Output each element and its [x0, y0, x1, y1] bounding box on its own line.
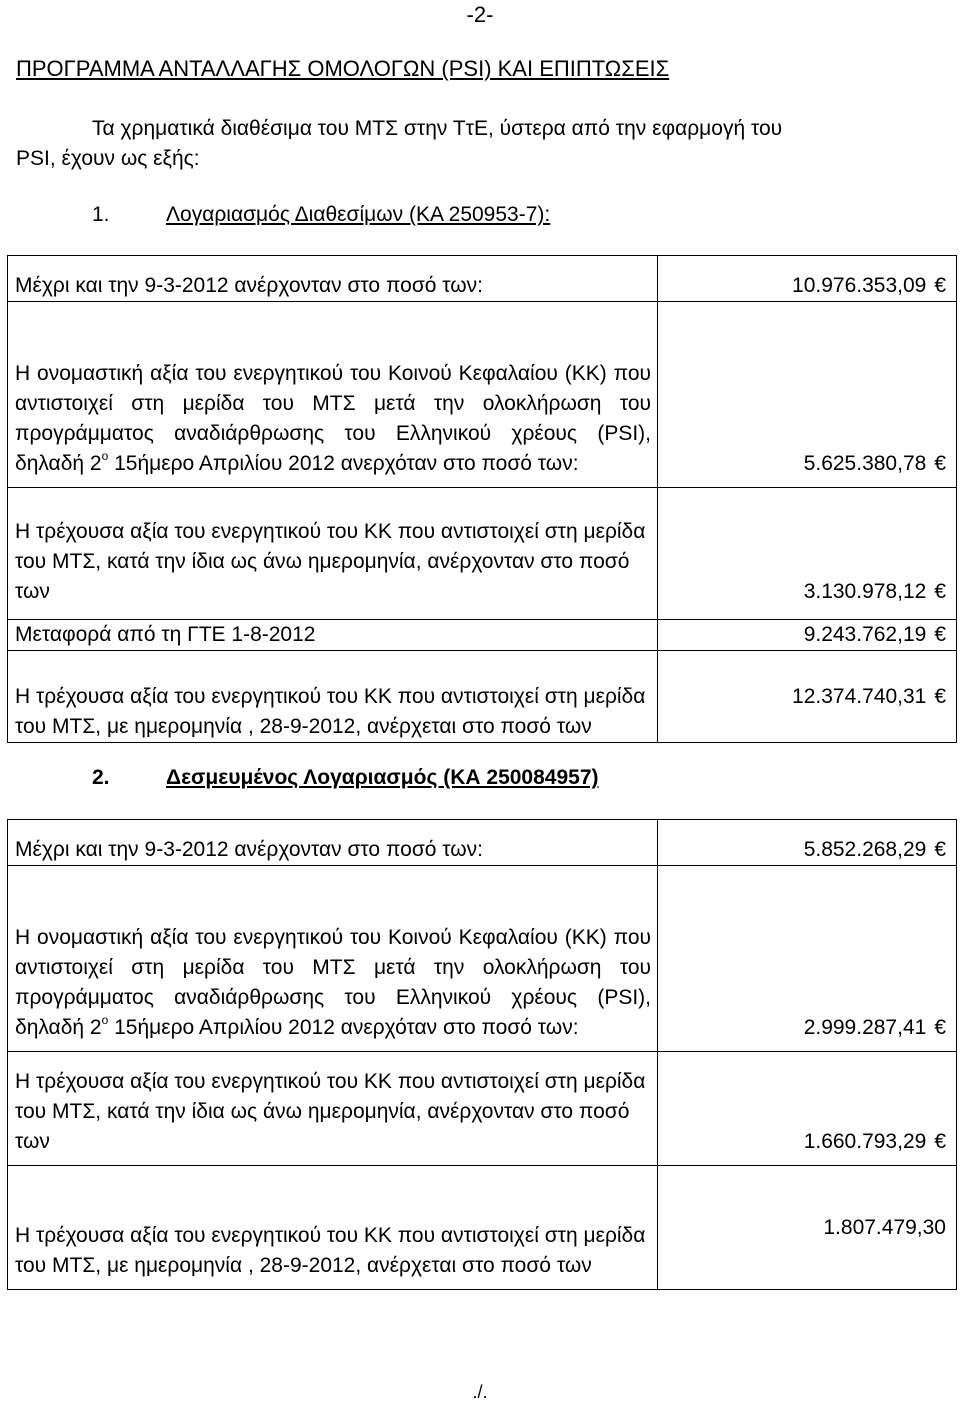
page-number: -2-	[466, 2, 494, 27]
table-row	[8, 820, 957, 866]
section1-title: Λογαριασμός Διαθεσίμων (ΚΑ 250953-7):	[166, 203, 551, 226]
row-label	[8, 302, 658, 488]
row-amount	[658, 620, 957, 651]
amount-value: 12.374.740,31	[792, 684, 927, 708]
euro-icon: €	[934, 838, 946, 861]
section1-number: 1.	[92, 203, 110, 226]
section2-number: 2.	[92, 766, 110, 789]
table-row	[8, 488, 957, 620]
row-amount	[658, 488, 957, 620]
ordinal-superscript: ο	[101, 449, 109, 463]
euro-icon: €	[934, 1016, 946, 1039]
row-label-main: Η ονομαστική αξία του ενεργητικού του Κοινού Κεφαλαίου (ΚΚ) που αντιστοιχεί στη μερίδα του ΜΤΣ μετά την ολοκλήρωση του προγράμματος αναδιάρθρωσης του Ελληνικού χρέους (PSI), δηλαδή 2	[15, 362, 651, 475]
row-amount	[658, 1166, 957, 1290]
row-label: Μέχρι και την 9-3-2012 ανέρχονταν στο ποσό των:	[8, 256, 658, 302]
row-label-end: 15ήμερο Απριλίου 2012 ανερχόταν στο ποσό των:	[114, 452, 579, 475]
euro-icon: €	[934, 623, 946, 646]
row-label: Μέχρι και την 9-3-2012 ανέρχονταν στο ποσό των:	[8, 820, 658, 866]
amount-value: 3.130.978,12	[803, 580, 927, 603]
amount-value: 1.660.793,29	[803, 1130, 927, 1153]
row-label-main: Η ονομαστική αξία του ενεργητικού του Κοινού Κεφαλαίου (ΚΚ) που αντιστοιχεί στη μερίδα του ΜΤΣ μετά την ολοκλήρωση του προγράμματος αναδιάρθρωσης του Ελληνικού χρέους (PSI), δηλαδή 2	[15, 926, 651, 1039]
row-label: Η τρέχουσα αξία του ενεργητικού του ΚΚ που αντιστοιχεί στη μερίδα του ΜΤΣ, με ημερομηνία , 28-9-2012, ανέρχεται στο ποσό των	[8, 651, 658, 743]
page-title: ΠΡΟΓΡΑΜΜΑ ΑΝΤΑΛΛΑΓΗΣ ΟΜΟΛΟΓΩΝ (PSI) ΚΑΙ ΕΠΙΠΤΩΣΕΙΣ	[16, 56, 670, 81]
section1-table	[7, 255, 957, 743]
amount-value: 9.243.762,19	[803, 623, 927, 646]
euro-icon: €	[934, 274, 946, 297]
row-amount	[658, 1052, 957, 1166]
page-end-mark: ./.	[472, 1382, 488, 1402]
row-label-end: 15ήμερο Απριλίου 2012 ανερχόταν στο ποσό των:	[114, 1016, 579, 1039]
euro-icon: €	[934, 452, 946, 475]
row-label: Η τρέχουσα αξία του ενεργητικού του ΚΚ που αντιστοιχεί στη μερίδα του ΜΤΣ, με ημερομηνία , 28-9-2012, ανέρχεται στο ποσό των	[8, 1166, 658, 1290]
row-amount	[658, 651, 957, 743]
amount-value: 5.625.380,78	[803, 452, 927, 475]
table-row	[8, 1052, 957, 1166]
table-row	[8, 256, 957, 302]
row-amount	[658, 866, 957, 1052]
row-amount	[658, 820, 957, 866]
row-amount	[658, 302, 957, 488]
euro-icon: €	[934, 580, 946, 603]
row-label: Η τρέχουσα αξία του ενεργητικού του ΚΚ που αντιστοιχεί στη μερίδα του ΜΤΣ, κατά την ίδια ως άνω ημερομηνία, ανέρχονταν στο ποσό των	[8, 1052, 658, 1166]
table-row	[8, 302, 957, 488]
section2-table	[7, 819, 957, 1290]
table-row	[8, 1166, 957, 1290]
amount-value: 1.807.479,30	[823, 1215, 946, 1239]
intro-line-2: PSI, έχουν ως εξής:	[16, 147, 200, 170]
row-label: Μεταφορά από τη ΓΤΕ 1-8-2012	[8, 620, 658, 651]
amount-value: 2.999.287,41	[803, 1016, 927, 1039]
section2-title: Δεσμευμένος Λογαριασμός (ΚΑ 250084957)	[166, 766, 599, 789]
row-label	[8, 866, 658, 1052]
euro-icon: €	[934, 684, 946, 708]
row-amount	[658, 256, 957, 302]
amount-value: 10.976.353,09	[792, 274, 927, 297]
table-row	[8, 620, 957, 651]
intro-line-1: Τα χρηματικά διαθέσιμα του ΜΤΣ στην ΤτΕ, ύστερα από την εφαρμογή του	[92, 117, 783, 140]
euro-icon: €	[934, 1130, 946, 1153]
row-label: Η τρέχουσα αξία του ενεργητικού του ΚΚ που αντιστοιχεί στη μερίδα του ΜΤΣ, κατά την ίδια ως άνω ημερομηνία, ανέρχονταν στο ποσό των	[8, 488, 658, 620]
ordinal-superscript: ο	[101, 1013, 109, 1027]
amount-value: 5.852.268,29	[803, 838, 927, 861]
table-row	[8, 866, 957, 1052]
table-row	[8, 651, 957, 743]
